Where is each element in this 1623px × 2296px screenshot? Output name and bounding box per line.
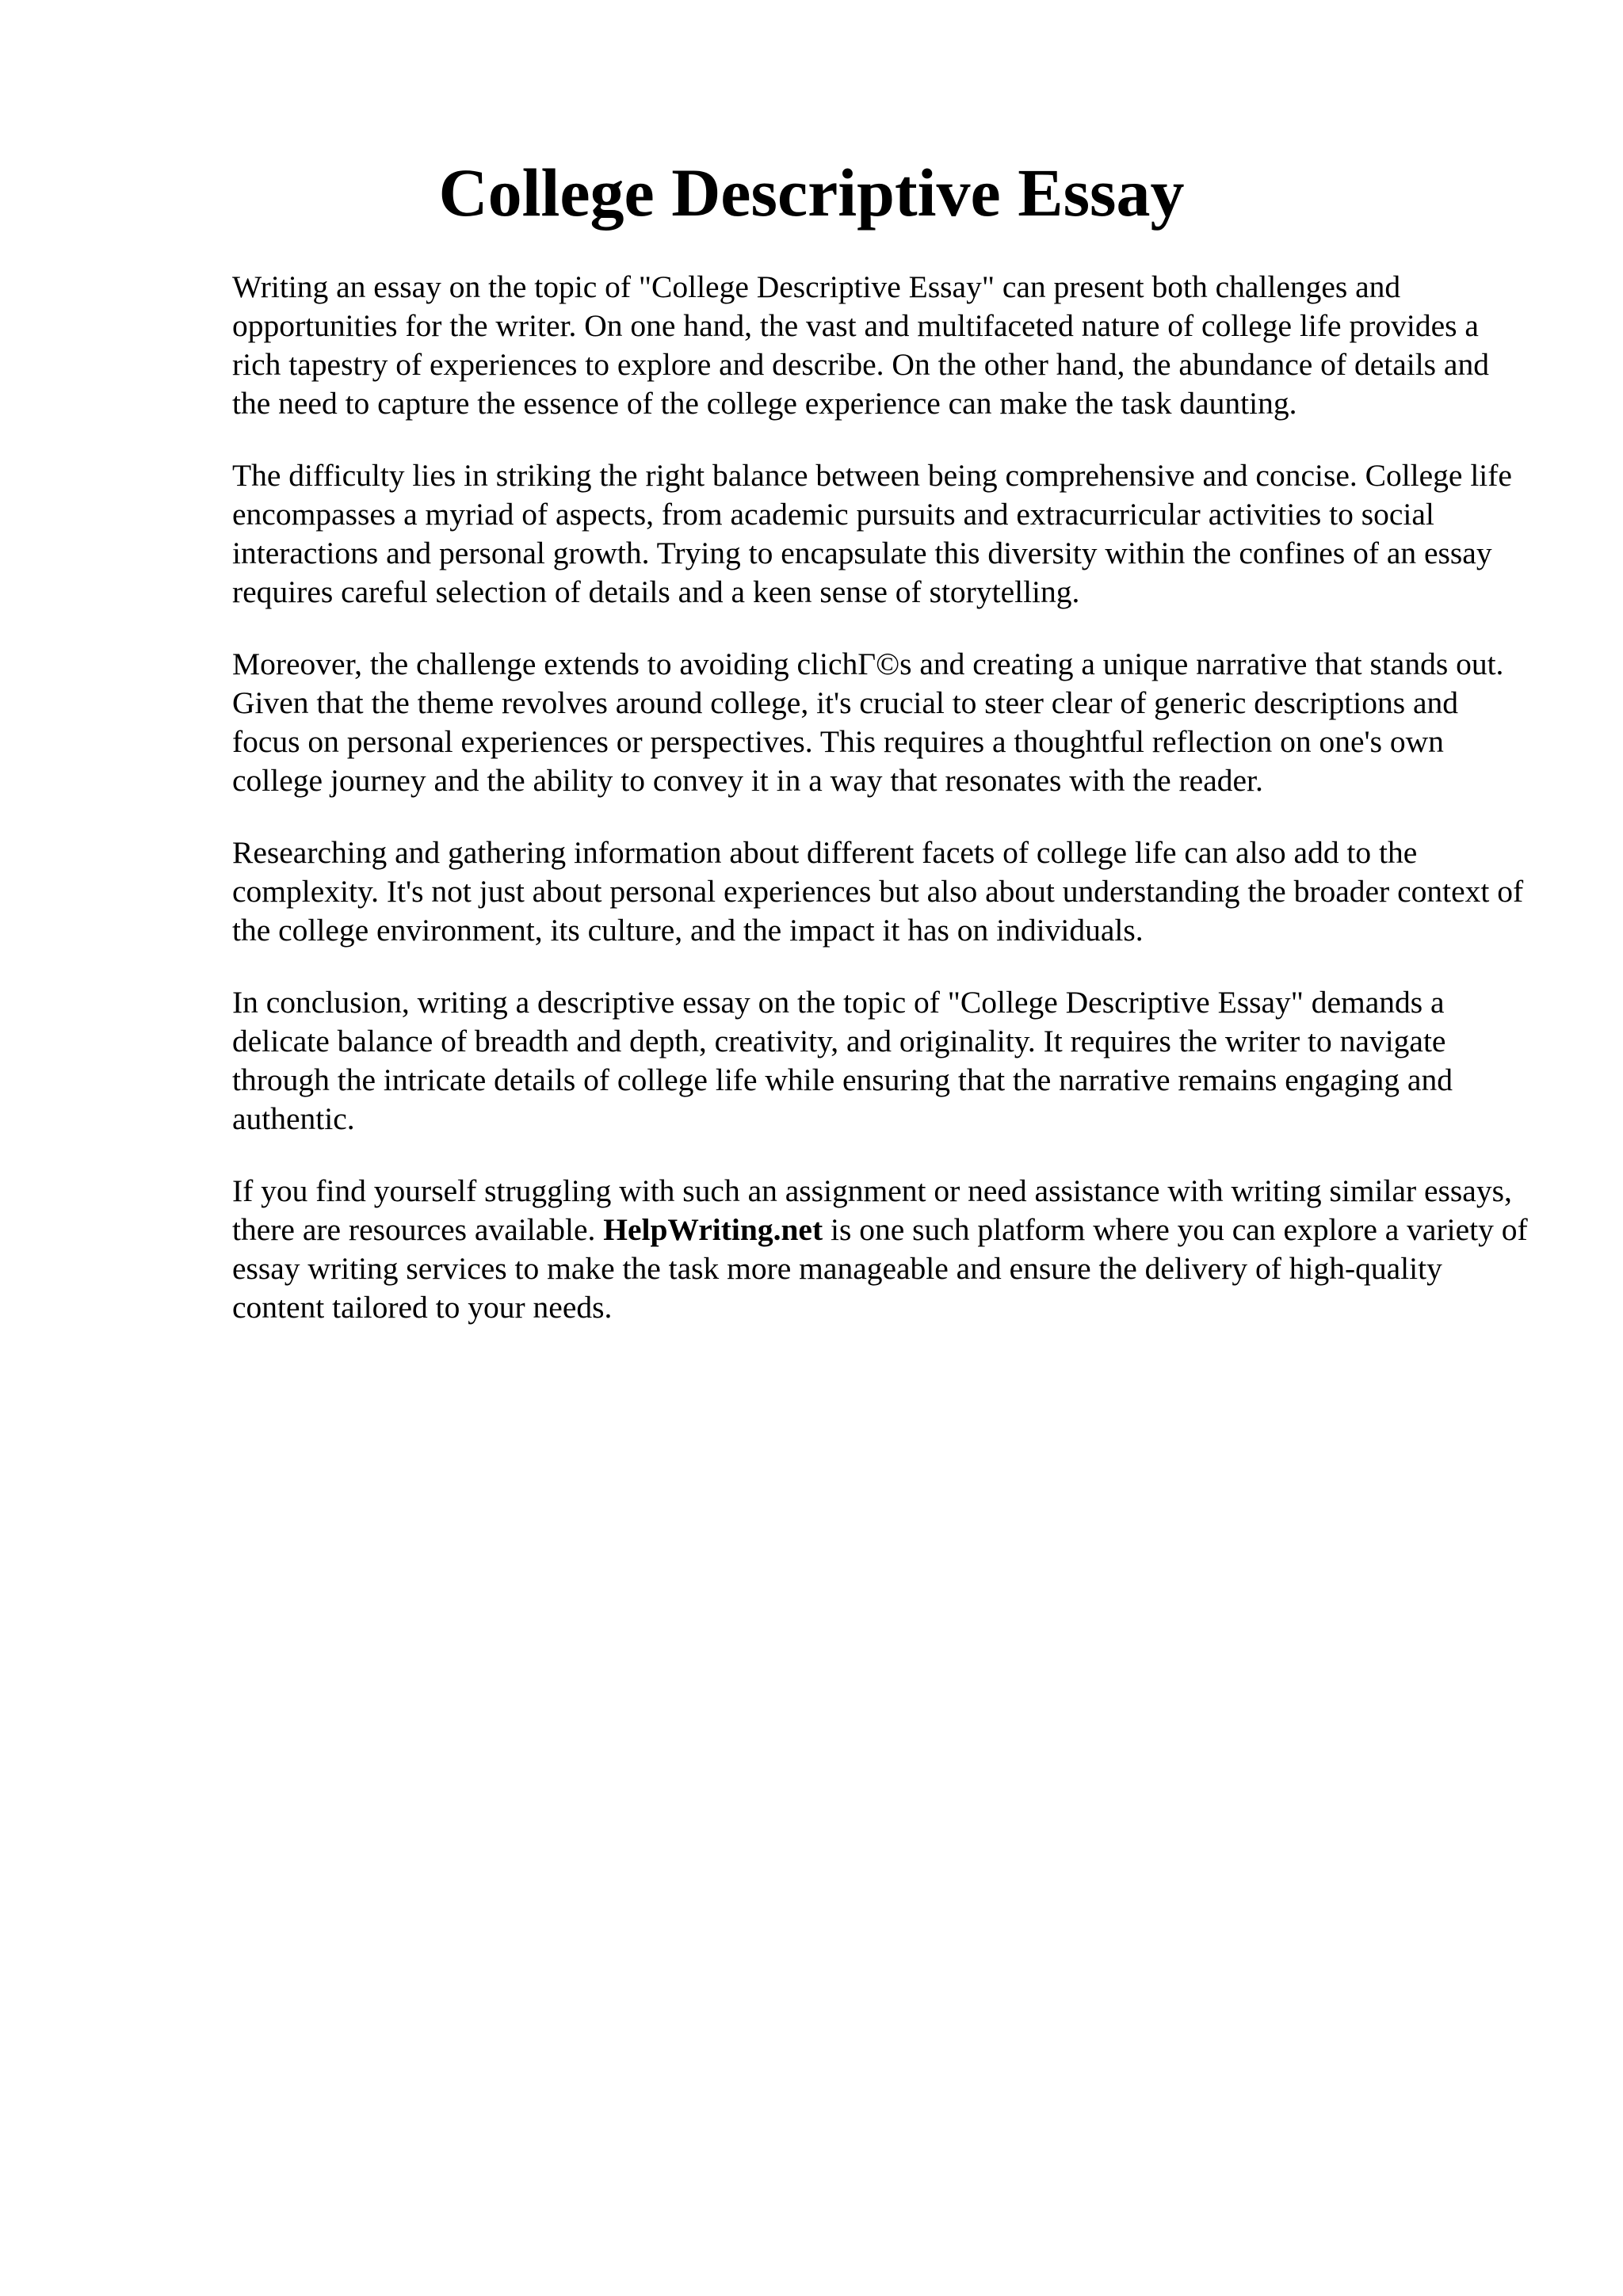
paragraph-difficulty: The difficulty lies in striking the right balance between being comprehensive and concise. College life encompasses a myriad of aspects, from academic pursuits and extracurricular activities to social interactions and personal growth. Trying to encapsulate this diversity within the confines of an essay requires careful selection of details and a keen sense of storytelling. [232, 458, 1512, 609]
paragraph-conclusion: In conclusion, writing a descriptive essay on the topic of "College Descriptive Essay" demands a delicate balance of breadth and depth, creativity, and originality. It requires the writer to navigate through the intricate details of college life while ensuring that the narrative remains engaging and authentic. [232, 985, 1453, 1136]
paragraph-cliches: Moreover, the challenge extends to avoiding clichГ©s and creating a unique narrative that stands out. Given that the theme revolves around college, it's crucial to steer clear of generic descriptions and focus on personal experiences or perspectives. This requires a thoughtful reflection on one's own college journey and the ability to convey it in a way that resonates with the reader. [232, 646, 1504, 798]
paragraph-resources-tail: is one such platform where you can explore a variety of essay writing services to make the task more manageable and ensure the delivery of high-quality content tailored to your needs. [232, 1212, 1528, 1325]
paragraph-resources [232, 1172, 1532, 1327]
document-title: College Descriptive Essay [438, 154, 1185, 231]
paragraph-resources-lead: If you find yourself struggling with such an assignment or need assistance with writing similar essays, there are resources available. [232, 1173, 1512, 1247]
paragraph-intro: Writing an essay on the topic of "College Descriptive Essay" can present both challenges and opportunities for the writer. On one hand, the vast and multifaceted nature of college life provides a rich tapestry of experiences to explore and describe. On the other hand, the abundance of details and the need to capture the essence of the college experience can make the task daunting. [232, 269, 1489, 421]
paragraph-research: Researching and gathering information about different facets of college life can also add to the complexity. It's not just about personal experiences but also about understanding the broader context of the college environment, its culture, and the impact it has on individuals. [232, 835, 1524, 948]
document-body [232, 268, 1532, 1360]
brand-name: HelpWriting.net [603, 1212, 823, 1247]
